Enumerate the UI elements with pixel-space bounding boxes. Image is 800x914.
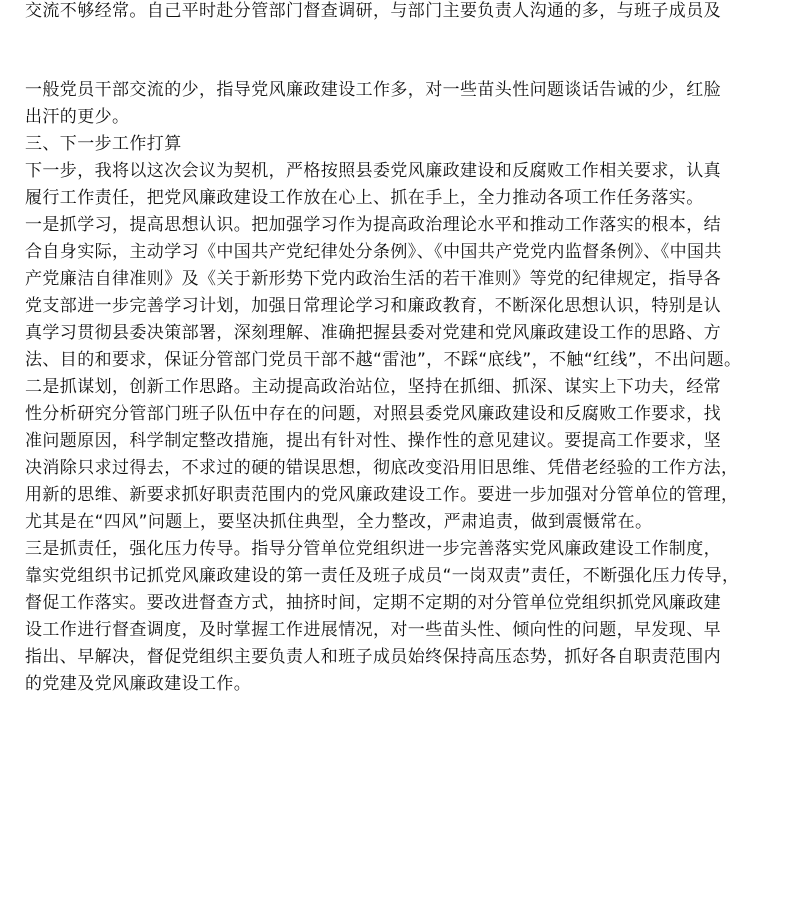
- paragraph-line: 靠实党组织书记抓党风廉政建设的第一责任及班子成员“一岗双责”责任，不断强化压力传导，: [25, 566, 740, 586]
- paragraph-line: 督促工作落实。要改进督查方式，抽挤时间，定期不定期的对分管单位党组织抓党风廉政建: [25, 593, 721, 613]
- section-heading: 三、下一步工作打算: [25, 134, 182, 154]
- paragraph-line: 决消除只求过得去，不求过的硬的错误思想，彻底改变沿用旧思维、凭借老经验的工作方法，: [25, 458, 739, 478]
- paragraph-line: 用新的思维、新要求抓好职责范围内的党风廉政建设工作。要进一步加强对分管单位的管理，: [25, 485, 739, 505]
- paragraph-line: 产党廉洁自律准则》及《关于新形势下党内政治生活的若干准则》等党的纪律规定，指导各: [25, 269, 721, 289]
- paragraph-line: 履行工作责任，把党风廉政建设工作放在心上、抓在手上，全力推动各项工作任务落实。: [25, 188, 704, 208]
- paragraph-line: 党支部进一步完善学习计划，加强日常理论学习和廉政教育，不断深化思想认识，特别是认: [25, 296, 721, 316]
- paragraph-line: 三是抓责任，强化压力传导。指导分管单位党组织进一步完善落实党风廉政建设工作制度，: [25, 539, 721, 559]
- paragraph-line: 下一步，我将以这次会议为契机，严格按照县委党风廉政建设和反腐败工作相关要求，认真: [25, 161, 721, 181]
- paragraph-line: 合自身实际，主动学习《中国共产党纪律处分条例》、《中国共产党党内监督条例》、《中国共: [25, 242, 722, 262]
- paragraph-line: 一是抓学习，提高思想认识。把加强学习作为提高政治理论水平和推动工作落实的根本，结: [25, 215, 721, 235]
- paragraph-line: 法、目的和要求，保证分管部门党员干部不越“雷池”，不踩“底线”，不触“红线”，不出问题。: [25, 350, 742, 370]
- paragraph-line: 二是抓谋划，创新工作思路。主动提高政治站位，坚持在抓细、抓深、谋实上下功夫，经常: [25, 377, 721, 397]
- paragraph-line: 指出、早解决，督促党组织主要负责人和班子成员始终保持高压态势，抓好各自职责范围内: [25, 647, 721, 667]
- paragraph-line: 出汗的更少。: [25, 107, 130, 127]
- paragraph-line: 准问题原因，科学制定整改措施，提出有针对性、操作性的意见建议。要提高工作要求，坚: [25, 431, 721, 451]
- paragraph-line: 性分析研究分管部门班子队伍中存在的问题，对照县委党风廉政建设和反腐败工作要求，找: [25, 404, 721, 424]
- paragraph-line: 真学习贯彻县委决策部署，深刻理解、准确把握县委对党建和党风廉政建设工作的思路、方: [25, 323, 721, 343]
- paragraph-line: 尤其是在“四风”问题上，要坚决抓住典型，全力整改，严肃追责，做到震慑常在。: [25, 512, 653, 532]
- paragraph-line: 一般党员干部交流的少，指导党风廉政建设工作多，对一些苗头性问题谈话告诫的少，红脸: [25, 80, 721, 100]
- paragraph-line: 的党建及党风廉政建设工作。: [25, 674, 252, 694]
- paragraph-line: 交流不够经常。自己平时赴分管部门督查调研，与部门主要负责人沟通的多，与班子成员及: [25, 1, 721, 21]
- paragraph-line: 设工作进行督查调度，及时掌握工作进展情况，对一些苗头性、倾向性的问题，早发现、早: [25, 620, 721, 640]
